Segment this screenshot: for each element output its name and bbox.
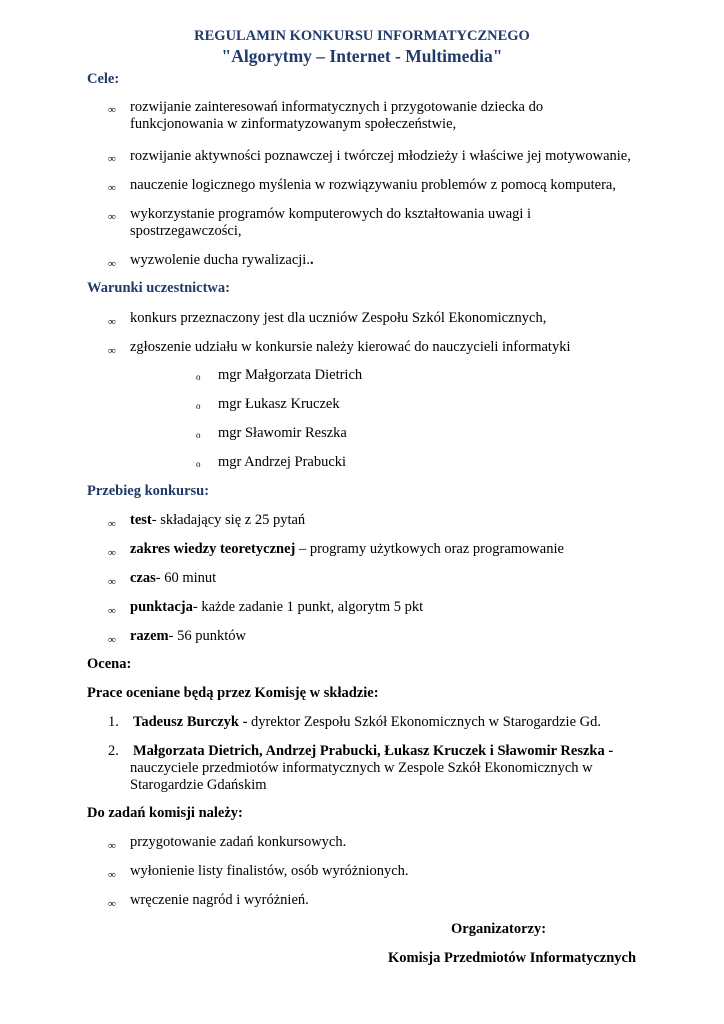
commission-member-description: nauczyciele przedmiotów informatycznych w Zespole Szkół Ekonomicznych w Starogardzie Gdańskim [130, 760, 593, 793]
list-item: wyzwolenie ducha rywalizacji.. [130, 252, 314, 268]
list-number: 2. [108, 743, 119, 759]
bullet-icon: ∞ [108, 345, 116, 357]
list-item: razem- 56 punktów [130, 628, 246, 644]
list-item: punktacja- każde zadanie 1 punkt, algorytm 5 pkt [130, 599, 424, 615]
list-item: konkurs przeznaczony jest dla uczniów Zespołu Szkól Ekonomicznych, [130, 310, 547, 326]
list-item: wręczenie nagród i wyróżnień. [130, 892, 309, 908]
list-item: rozwijanie zainteresowań informatycznych i przygotowanie dziecka do funkcjonowania w zinformatyzowanym społeczeństwie, [130, 99, 544, 132]
komisja-heading: Prace oceniane będą przez Komisję w składzie: [87, 685, 379, 701]
section-heading-warunki: Warunki uczestnictwa: [87, 280, 230, 296]
bullet-icon: ∞ [108, 840, 116, 852]
circle-bullet-icon: o [196, 372, 201, 382]
list-item: wykorzystanie programów komputerowych do kształtowania uwagi i spostrzegawczości, [130, 206, 532, 239]
list-item: zakres wiedzy teoretycznej – programy użytkowych oraz programowanie [130, 541, 564, 557]
section-heading-przebieg: Przebieg konkursu: [87, 483, 210, 499]
list-item: czas- 60 minut [130, 570, 217, 586]
list-item: nauczenie logicznego myślenia w rozwiązywaniu problemów z pomocą komputera, [130, 177, 616, 193]
teacher-item: mgr Sławomir Reszka [218, 425, 347, 441]
bullet-icon: ∞ [108, 316, 116, 328]
list-item: rozwijanie aktywności poznawczej i twórczej młodzieży i właściwe jej motywowanie, [130, 148, 631, 164]
teacher-item: mgr Małgorzata Dietrich [218, 367, 363, 383]
bullet-icon: ∞ [108, 576, 116, 588]
bullet-icon: ∞ [108, 547, 116, 559]
bullet-icon: ∞ [108, 634, 116, 646]
bullet-icon: ∞ [108, 258, 116, 270]
teacher-item: mgr Andrzej Prabucki [218, 454, 347, 470]
commission-member: Tadeusz Burczyk - dyrektor Zespołu Szkół Ekonomicznych w Starogardzie Gd. [133, 714, 601, 730]
bullet-icon: ∞ [108, 104, 116, 116]
circle-bullet-icon: o [196, 459, 201, 469]
bullet-icon: ∞ [108, 518, 116, 530]
bullet-icon: ∞ [108, 153, 116, 165]
list-item: przygotowanie zadań konkursowych. [130, 834, 347, 850]
bullet-icon: ∞ [108, 605, 116, 617]
circle-bullet-icon: o [196, 430, 201, 440]
list-number: 1. [108, 714, 119, 730]
organizers-name: Komisja Przedmiotów Informatycznych [388, 950, 637, 966]
list-item: wyłonienie listy finalistów, osób wyróżnionych. [130, 863, 409, 879]
bullet-icon: ∞ [108, 211, 116, 223]
commission-member: Małgorzata Dietrich, Andrzej Prabucki, Łukasz Kruczek i Sławomir Reszka - [133, 743, 614, 759]
section-heading-cele: Cele: [87, 71, 120, 87]
bullet-icon: ∞ [108, 182, 116, 194]
teacher-item: mgr Łukasz Kruczek [218, 396, 340, 412]
document-title: REGULAMIN KONKURSU INFORMATYCZNEGO [194, 28, 530, 44]
bullet-icon: ∞ [108, 869, 116, 881]
document-subtitle: "Algorytmy – Internet - Multimedia" [221, 46, 503, 66]
section-heading-ocena: Ocena: [87, 656, 132, 672]
organizers-label: Organizatorzy: [451, 921, 547, 937]
section-heading-zadania: Do zadań komisji należy: [87, 805, 243, 821]
circle-bullet-icon: o [196, 401, 201, 411]
bullet-icon: ∞ [108, 898, 116, 910]
list-item: zgłoszenie udziału w konkursie należy kierować do nauczycieli informatyki [130, 339, 571, 355]
list-item: test- składający się z 25 pytań [130, 512, 306, 528]
